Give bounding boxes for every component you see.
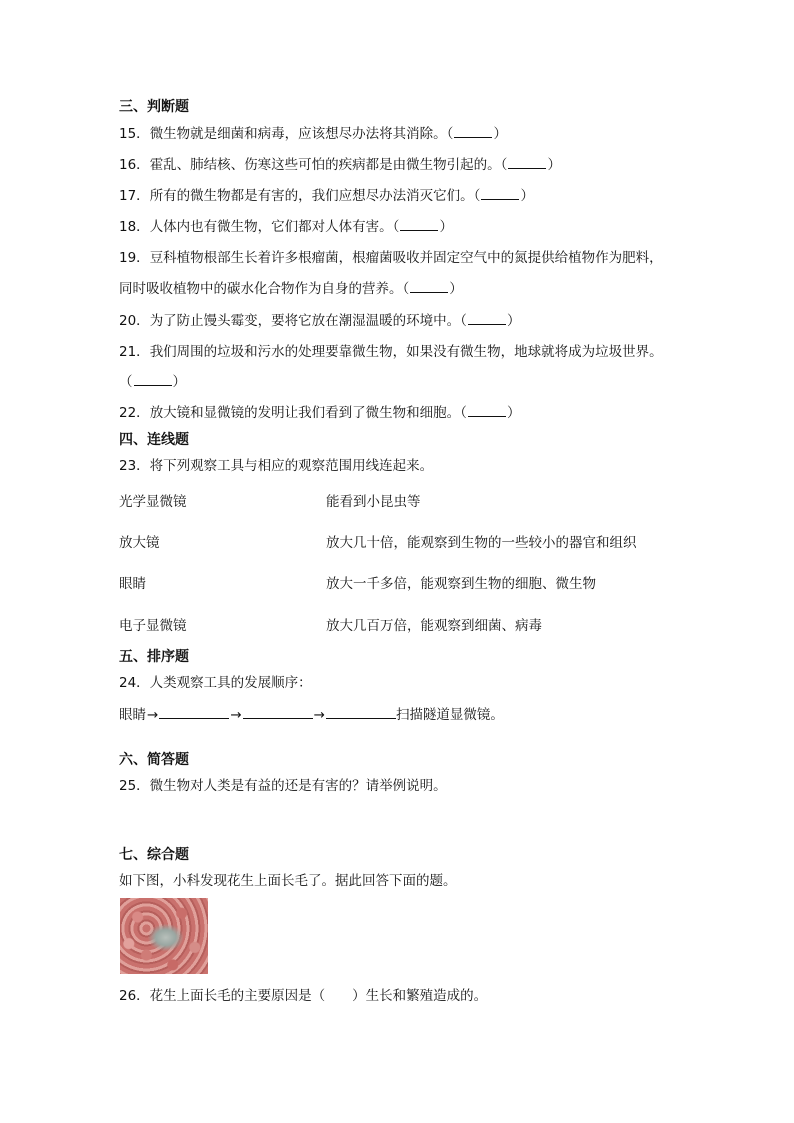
question-16 [119,156,561,174]
question-text: 我们周围的垃圾和污水的处理要靠微生物，如果没有微生物，地球就将成为垃圾世界。 [149,344,663,360]
question-number: 16． [119,157,150,173]
match-left-item[interactable]: 电子显微镜 [119,618,187,634]
match-left-item[interactable]: 眼睛 [119,576,146,592]
match-right-item[interactable]: 放大几十倍，能观察到生物的一些较小的器官和组织 [326,535,637,551]
match-left-item[interactable]: 光学显微镜 [119,494,187,510]
order-sequence [119,706,504,724]
question-number: 22． [119,405,150,421]
comp-intro: 如下图，小科发现花生上面长毛了。据此回答下面的题。 [119,873,457,889]
question-22 [119,404,520,422]
question-number: 18． [119,219,150,235]
question-text-cont: 同时吸收植物中的碳水化合物作为自身的营养。（ [119,281,410,297]
section-title-short: 六、简答题 [119,752,189,768]
match-right-item[interactable]: 放大一千多倍，能观察到生物的细胞、微生物 [326,576,596,592]
question-text: 豆科植物根部生长着许多根瘤菌，根瘤菌吸收并固定空气中的氮提供给植物作为肥料， [149,250,663,266]
order-end: 扫描隧道显微镜。 [395,707,504,723]
question-number: 21． [119,344,150,360]
section-title-order: 五、排序题 [119,649,189,665]
question-23: 23．将下列观察工具与相应的观察范围用线连起来。 [119,458,434,474]
question-26: 26．花生上面长毛的主要原因是（ ）生长和繁殖造成的。 [119,988,488,1004]
answer-blank[interactable] [134,374,172,386]
match-right-item[interactable]: 能看到小昆虫等 [326,494,421,510]
question-18 [119,218,453,236]
question-number: 20． [119,313,150,329]
question-text: 霍乱、肺结核、伤寒这些可怕的疾病都是由微生物引起的。（ [149,157,508,173]
question-17 [119,187,534,205]
section-title-judge: 三、判断题 [119,99,189,115]
arrow-icon: → [313,707,325,723]
paren-close: ） [449,281,463,297]
question-25: 25．微生物对人类是有益的还是有害的？请举例说明。 [119,778,447,794]
match-left-item[interactable]: 放大镜 [119,535,160,551]
paren-close: ） [439,219,453,235]
arrow-icon: → [147,707,159,723]
answer-blank[interactable] [400,219,438,231]
question-number: 17． [119,188,150,204]
question-text: 人体内也有微生物，它们都对人体有害。（ [149,219,400,235]
paren-close: ） [493,126,507,142]
question-19-cont [119,280,463,298]
order-start: 眼睛 [119,707,146,723]
question-number: 15． [119,126,150,142]
section-title-match: 四、连线题 [119,432,189,448]
answer-blank[interactable] [468,405,506,417]
match-right-item[interactable]: 放大几百万倍，能观察到细菌、病毒 [326,618,542,634]
question-text: 为了防止馒头霉变，要将它放在潮湿温暖的环境中。（ [149,313,467,329]
answer-blank[interactable] [468,313,506,325]
question-text: 微生物就是细菌和病毒，应该想尽办法将其消除。（ [149,126,454,142]
question-20 [119,312,520,330]
answer-blank[interactable] [410,281,448,293]
arrow-icon: → [230,707,242,723]
paren-close: ） [506,313,521,329]
paren-close: ） [520,188,534,204]
answer-blank[interactable] [454,126,492,138]
paren-open: （ [119,374,133,390]
question-15 [119,125,507,143]
answer-blank[interactable] [508,157,546,169]
answer-blank[interactable] [481,188,519,200]
question-21 [119,343,663,361]
order-blank[interactable] [326,706,396,719]
question-21-cont [119,373,186,391]
moldy-peanut-photo [120,898,208,974]
order-blank[interactable] [243,706,313,719]
question-24: 24．人类观察工具的发展顺序： [119,675,312,691]
question-number: 19． [119,250,150,266]
question-19 [119,249,663,267]
paren-close: ） [547,157,561,173]
section-title-comp: 七、综合题 [119,847,189,863]
paren-close: ） [172,374,186,390]
question-text: 所有的微生物都是有害的，我们应想尽办法消灭它们。（ [149,188,481,204]
order-blank[interactable] [159,706,229,719]
question-text: 放大镜和显微镜的发明让我们看到了微生物和细胞。（ [149,405,467,421]
paren-close: ） [506,405,521,421]
